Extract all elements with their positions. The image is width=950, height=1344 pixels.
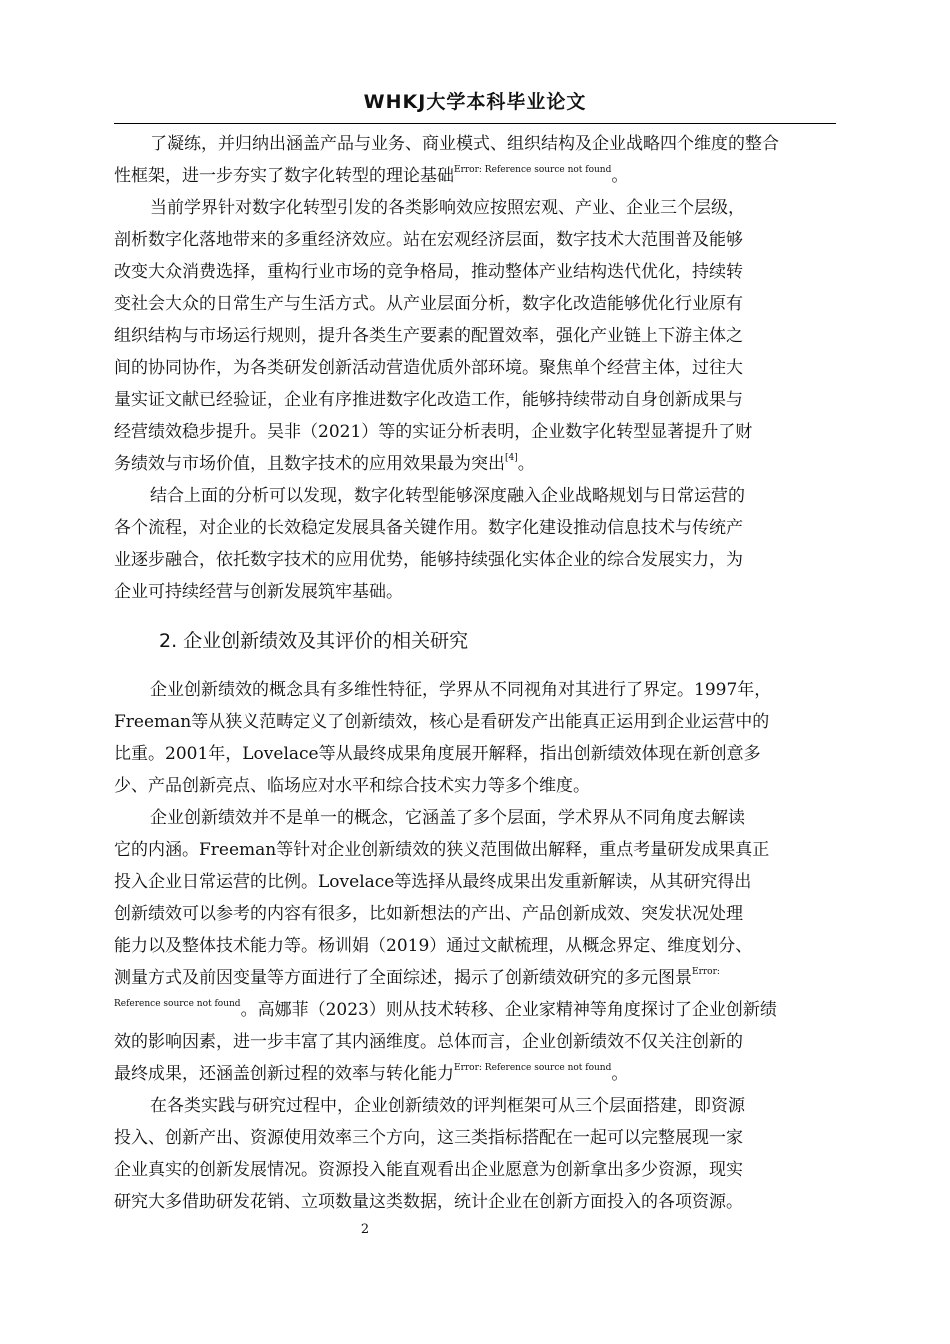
text-line	[114, 384, 836, 416]
line-tail-text: 。	[611, 1064, 629, 1084]
line-text: 能力以及整体技术能力等。杨训娟（2019）通过文献梳理，从概念界定、维度划分、	[114, 936, 753, 956]
text-line	[114, 448, 836, 480]
section-heading: 2. 企业创新绩效及其评价的相关研究	[159, 630, 469, 652]
line-text: 研究大多借助研发花销、立项数量这类数据，统计企业在创新方面投入的各项资源。	[114, 1192, 743, 1212]
paragraph	[114, 128, 836, 192]
line-text: 投入企业日常运营的比例。Lovelace等选择从最终成果出发重新解读，从其研究得出	[114, 872, 752, 892]
page-number: 2	[360, 1222, 370, 1237]
line-text: 结合上面的分析可以发现，数字化转型能够深度融入企业战略规划与日常运营的	[150, 486, 745, 506]
text-line	[114, 1090, 836, 1122]
line-text: 当前学界针对数字化转型引发的各类影响效应按照宏观、产业、企业三个层级，	[150, 198, 745, 218]
text-line	[114, 192, 836, 224]
header-rule	[114, 123, 836, 124]
text-line	[114, 770, 836, 802]
text-line	[114, 1058, 836, 1090]
text-line	[114, 866, 836, 898]
citation-superscript: Error:	[692, 967, 720, 977]
line-text: 务绩效与市场价值，且数字技术的应用效果最为突出	[114, 454, 505, 474]
citation-superscript: [4]	[505, 453, 518, 463]
section-paragraphs	[114, 674, 836, 1218]
line-text: 改变大众消费选择，重构行业市场的竞争格局，推动整体产业结构迭代优化，持续转	[114, 262, 743, 282]
paragraph	[114, 674, 836, 802]
line-text: 各个流程，对企业的长效稳定发展具备关键作用。数字化建设推动信息技术与传统产	[114, 518, 743, 538]
citation-superscript: Error: Reference source not found	[454, 165, 612, 175]
paragraph	[114, 802, 836, 1090]
text-line	[114, 352, 836, 384]
line-text: 最终成果，还涵盖创新过程的效率与转化能力	[114, 1064, 454, 1084]
paragraph	[114, 1090, 836, 1218]
text-line	[114, 416, 836, 448]
text-line	[114, 1154, 836, 1186]
text-line	[114, 224, 836, 256]
line-text: 变社会大众的日常生产与生活方式。从产业层面分析，数字化改造能够优化行业原有	[114, 294, 743, 314]
line-text: 了凝练，并归纳出涵盖产品与业务、商业模式、组织结构及企业战略四个维度的整合	[150, 134, 779, 154]
text-line	[114, 994, 836, 1026]
line-text: 经营绩效稳步提升。吴非（2021）等的实证分析表明，企业数字化转型显著提升了财	[114, 422, 753, 442]
text-line	[114, 706, 836, 738]
paragraph	[114, 192, 836, 480]
line-text: 少、产品创新亮点、临场应对水平和综合技术实力等多个维度。	[114, 776, 590, 796]
line-text: 它的内涵。Freeman等针对企业创新绩效的狭义范围做出解释，重点考量研发成果真正	[114, 840, 770, 860]
text-line	[114, 1026, 836, 1058]
line-text: 企业创新绩效并不是单一的概念，它涵盖了多个层面，学术界从不同角度去解读	[150, 808, 745, 828]
line-text: 在各类实践与研究过程中，企业创新绩效的评判框架可从三个层面搭建，即资源	[150, 1096, 745, 1116]
intro-paragraphs	[114, 128, 836, 608]
line-text: 测量方式及前因变量等方面进行了全面综述，揭示了创新绩效研究的多元图景	[114, 968, 692, 988]
line-text: 性框架，进一步夯实了数字化转型的理论基础	[114, 166, 454, 186]
paragraph	[114, 480, 836, 608]
line-text: 比重。2001年，Lovelace等从最终成果角度展开解释，指出创新绩效体现在新创意多	[114, 744, 761, 764]
citation-superscript: Reference source not found	[114, 999, 241, 1009]
line-text: 间的协同协作，为各类研发创新活动营造优质外部环境。聚焦单个经营主体，过往大	[114, 358, 743, 378]
text-line	[114, 480, 836, 512]
document-body	[114, 128, 836, 1218]
text-line	[114, 738, 836, 770]
line-text: 业逐步融合，依托数字技术的应用优势，能够持续强化实体企业的综合发展实力，为	[114, 550, 743, 570]
text-line	[114, 288, 836, 320]
text-line	[114, 802, 836, 834]
text-line	[114, 256, 836, 288]
line-text: 投入、创新产出、资源使用效率三个方向，这三类指标搭配在一起可以完整展现一家	[114, 1128, 743, 1148]
line-text: 企业可持续经营与创新发展筑牢基础。	[114, 582, 403, 602]
line-text: 创新绩效可以参考的内容有很多，比如新想法的产出、产品创新成效、突发状况处理	[114, 904, 743, 924]
text-line	[114, 834, 836, 866]
line-tail-text: 。高娜菲（2023）则从技术转移、企业家精神等角度探讨了企业创新绩	[240, 1000, 777, 1020]
line-text: 效的影响因素，进一步丰富了其内涵维度。总体而言，企业创新绩效不仅关注创新的	[114, 1032, 743, 1052]
text-line	[114, 160, 836, 192]
citation-superscript: Error: Reference source not found	[454, 1063, 612, 1073]
page-header-title: WHKJ大学本科毕业论文	[363, 91, 587, 113]
line-tail-text: 。	[611, 166, 629, 186]
text-line	[114, 930, 836, 962]
text-line	[114, 1122, 836, 1154]
text-line	[114, 320, 836, 352]
line-text: 企业真实的创新发展情况。资源投入能直观看出企业愿意为创新拿出多少资源，现实	[114, 1160, 743, 1180]
text-line	[114, 962, 836, 994]
line-text: 剖析数字化落地带来的多重经济效应。站在宏观经济层面，数字技术大范围普及能够	[114, 230, 743, 250]
text-line	[114, 544, 836, 576]
line-text: 企业创新绩效的概念具有多维性特征，学界从不同视角对其进行了界定。1997年，	[150, 680, 772, 700]
text-line	[114, 576, 836, 608]
line-tail-text: 。	[517, 454, 535, 474]
text-line	[114, 1186, 836, 1218]
line-text: 组织结构与市场运行规则，提升各类生产要素的配置效率，强化产业链上下游主体之	[114, 326, 743, 346]
text-line	[114, 674, 836, 706]
text-line	[114, 898, 836, 930]
line-text: Freeman等从狭义范畴定义了创新绩效，核心是看研发产出能真正运用到企业运营中的	[114, 712, 770, 732]
text-line	[114, 512, 836, 544]
text-line	[114, 128, 836, 160]
line-text: 量实证文献已经验证，企业有序推进数字化改造工作，能够持续带动自身创新成果与	[114, 390, 743, 410]
